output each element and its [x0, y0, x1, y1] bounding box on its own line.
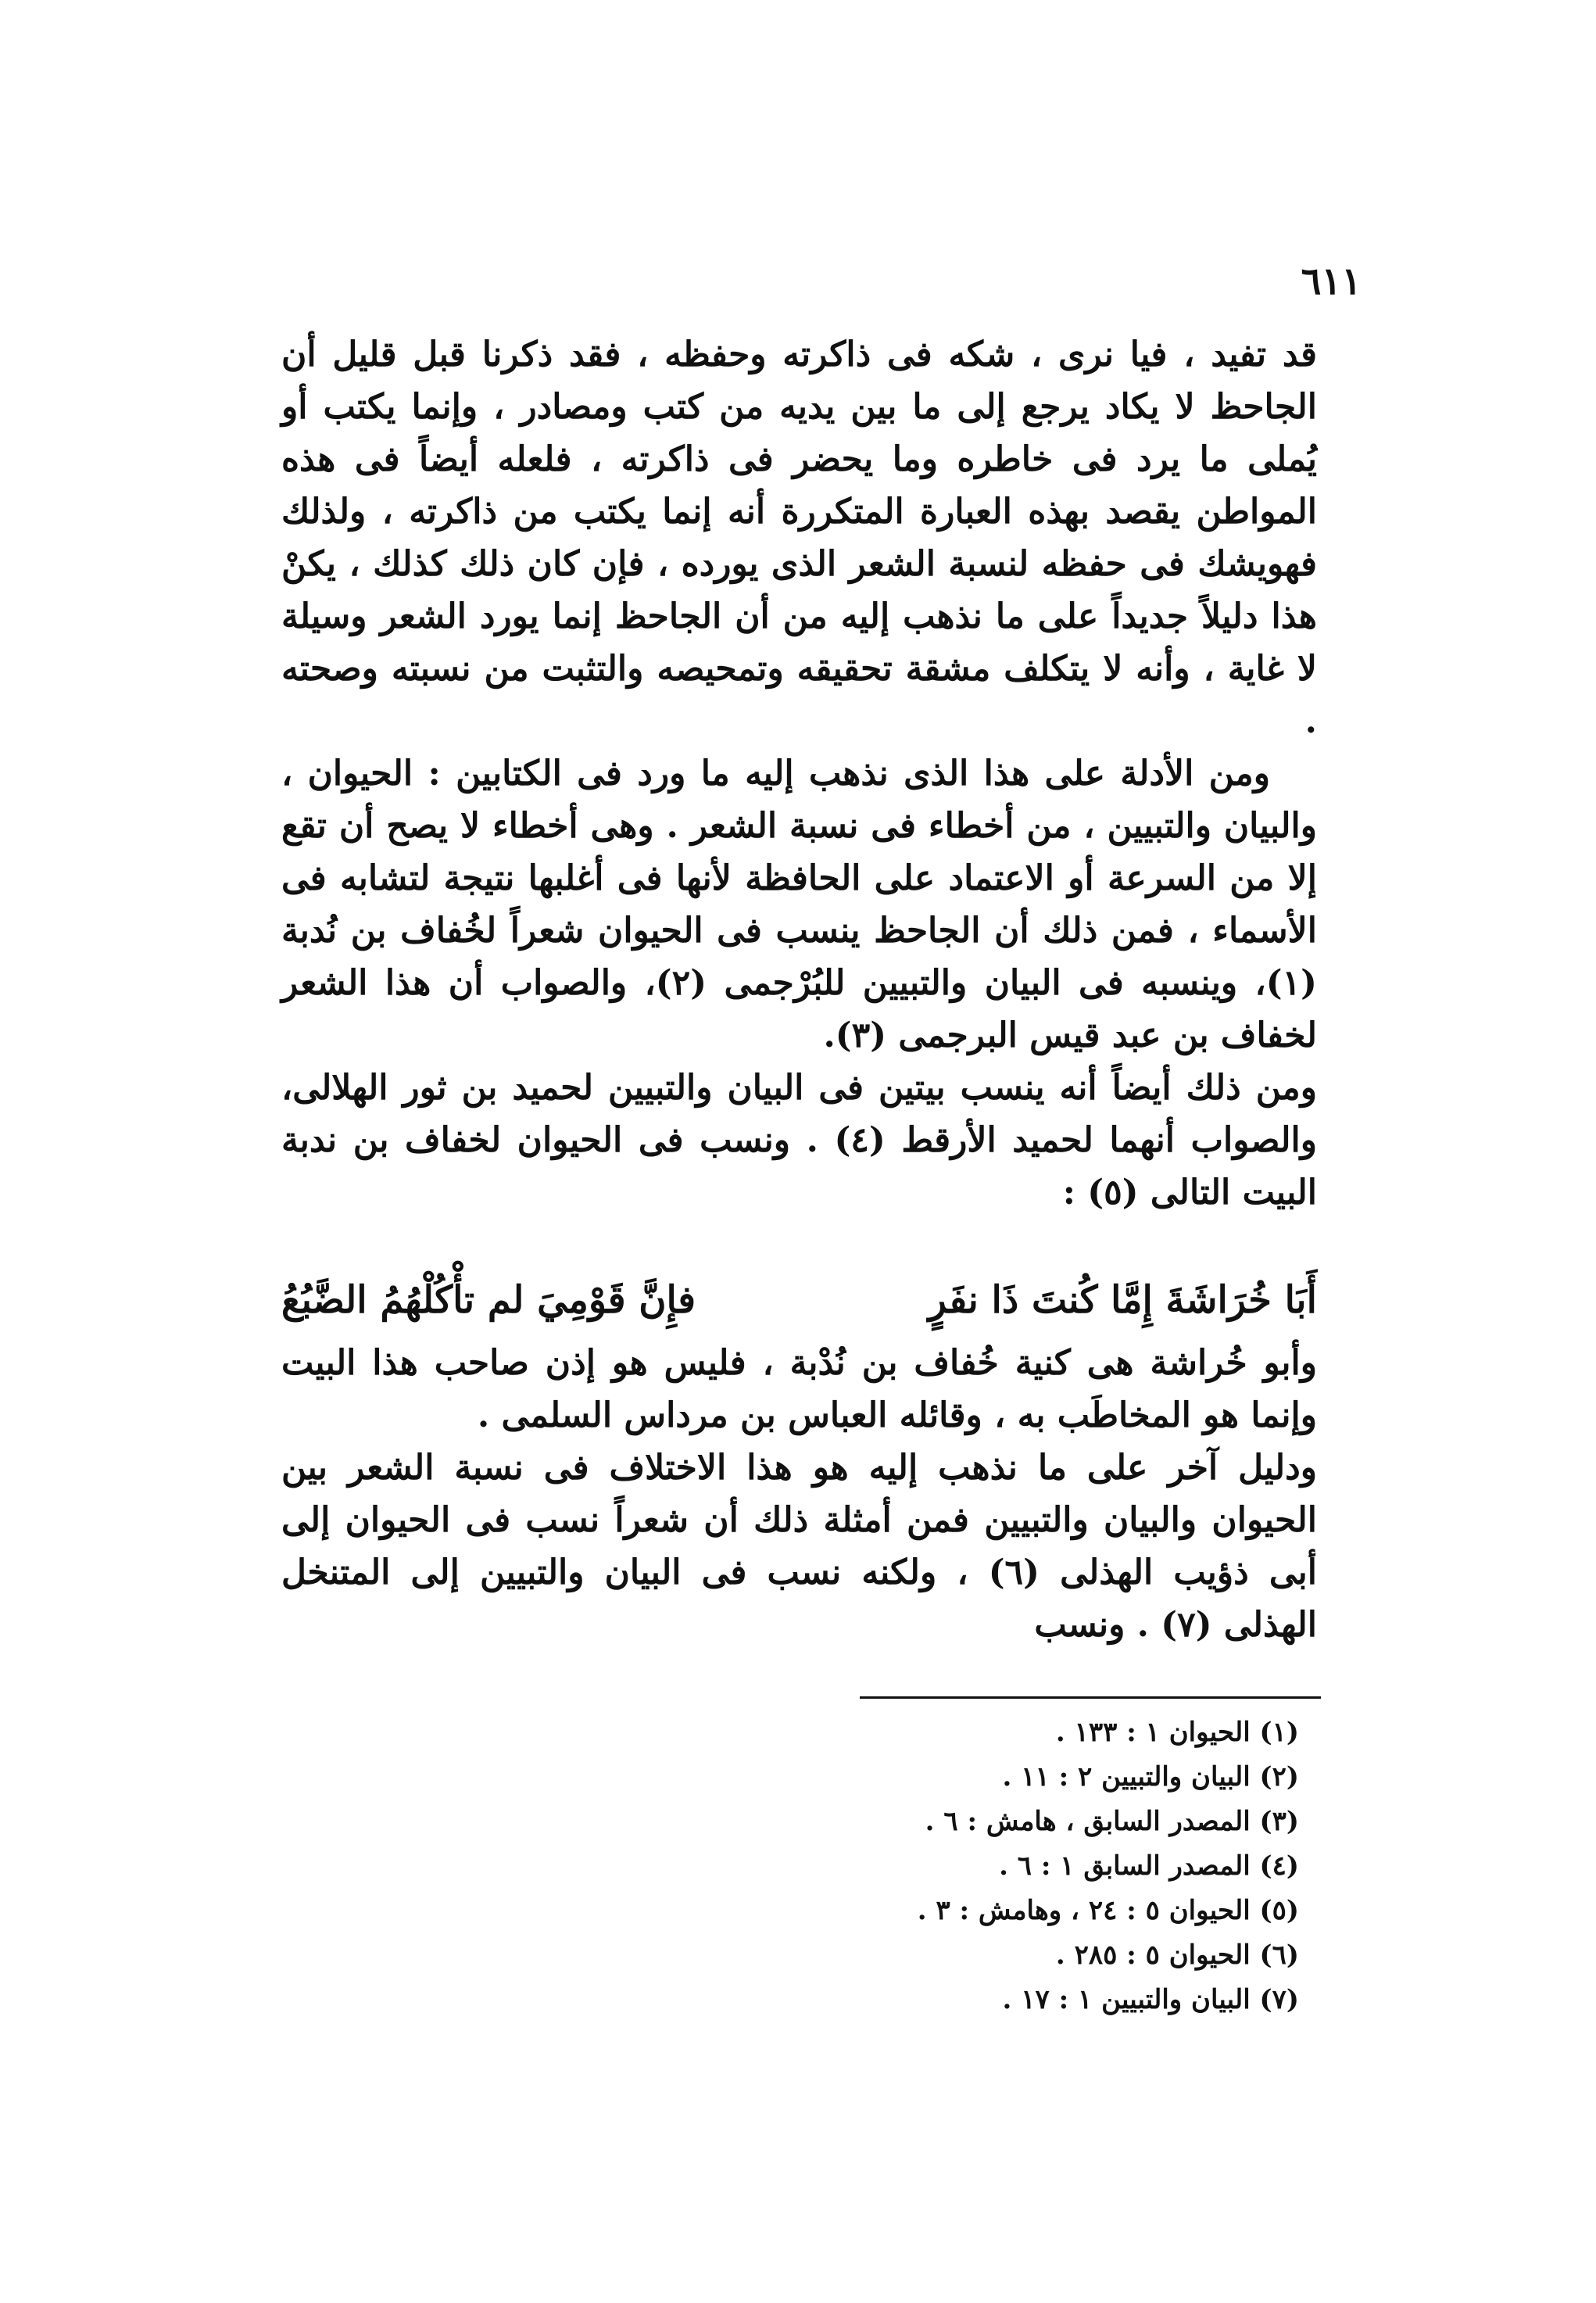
footnotes: [596, 1710, 1299, 2022]
main-text: [281, 328, 1317, 1219]
footnote-item: (٦) الحيوان ٥ : ٢٨٥ .: [1055, 1939, 1299, 1971]
paragraph: ومن ذلك أيضاً أنه ينسب بيتين فى البيان والتبيين لحميد بن ثور الهلالى، والصواب أنهما لحميد الأرقط (٤) . ونسب فى الحيوان لخفاف بن ندبة البيت التالى (٥) :: [281, 1068, 1317, 1212]
paragraph: قد تفيد ، فيا نرى ، شكه فى ذاكرته وحفظه ، فقد ذكرنا قبل قليل أن الجاحظ لا يكاد يرجع إلى ما بين يديه من كتب ومصادر ، وإنما يكتب أو يُملى ما يرد فى خاطره وما يحضر فى ذاكرته ، فلعله أيضاً فى هذه المواطن يقصد بهذه العبارة المتكررة أنه إنما يكتب من ذاكرته ، ولذلك فهويشك فى حفظه لنسبة الشعر الذى يورده ، فإن كان ذلك كذلك ، يكنْ هذا دليلاً جديداً على ما نذهب إليه من أن الجاحظ إنما يورد الشعر وسيلة لا غاية ، وأنه لا يتكلف مشقة تحقيقه وتمحيصه والتثبت من نسبته وصحته .: [281, 335, 1317, 741]
footnote-item: (٧) البيان والتبيين ١ : ١٧ .: [1002, 1984, 1299, 2015]
poem-verse: [281, 1273, 1317, 1327]
paragraph: ودليل آخر على ما نذهب إليه هو هذا الاختلاف فى نسبة الشعر بين الحيوان والبيان والتبيين فمن أمثلة ذلك أن شعراً نسب فى الحيوان إلى أبى ذؤيب الهذلى (٦) ، ولكنه نسب فى البيان والتبيين إلى المتنخل الهذلى (٧) . ونسب: [281, 1448, 1317, 1645]
paragraph: ومن الأدلة على هذا الذى نذهب إليه ما ورد فى الكتابين : الحيوان ، والبيان والتبيين ، من أخطاء فى نسبة الشعر . وهى أخطاء لا يصح أن تقع إلا من السرعة أو الاعتماد على الحافظة لأنها فى أغلبها نتيجة لتشابه فى الأسماء ، فمن ذلك أن الجاحظ ينسب فى الحيوان شعراً لخُفاف بن نُدبة (١)، وينسبه فى البيان والتبيين للبُرْجمى (٢)، والصواب أن هذا الشعر لخفاف بن عبد قيس البرجمى (٣).: [281, 754, 1317, 1055]
page-number: ٦١١: [1301, 260, 1362, 303]
paragraph: وأبو خُراشة هى كنية خُفاف بن نُدْبة ، فليس هو إذن صاحب هذا البيت وإنما هو المخاطَب به ، وقائله العباس بن مرداس السلمى .: [281, 1343, 1317, 1435]
footnote-item: (١) الحيوان ١ : ١٣٣ .: [1055, 1717, 1299, 1748]
verse-hemistich-first: أَبَا خُرَاشَةَ إِمَّا كُنتَ ذَا نفَرٍ: [928, 1278, 1317, 1322]
footnote-item: (٢) البيان والتبيين ٢ : ١١ .: [1002, 1761, 1299, 1793]
footnote-item: (٤) المصدر السابق ١ : ٦ .: [999, 1850, 1299, 1882]
main-text-continued: [281, 1337, 1317, 1651]
footnote-item: (٥) الحيوان ٥ : ٢٤ ، وهامش : ٣ .: [917, 1895, 1299, 1926]
footnote-divider: [860, 1696, 1321, 1699]
verse-hemistich-second: فإِنَّ قَوْمِيَ لم تأْكُلْهُمُ الضَّبُعُ: [281, 1278, 696, 1322]
footnote-item: (٣) المصدر السابق ، هامش : ٦ .: [925, 1806, 1299, 1837]
